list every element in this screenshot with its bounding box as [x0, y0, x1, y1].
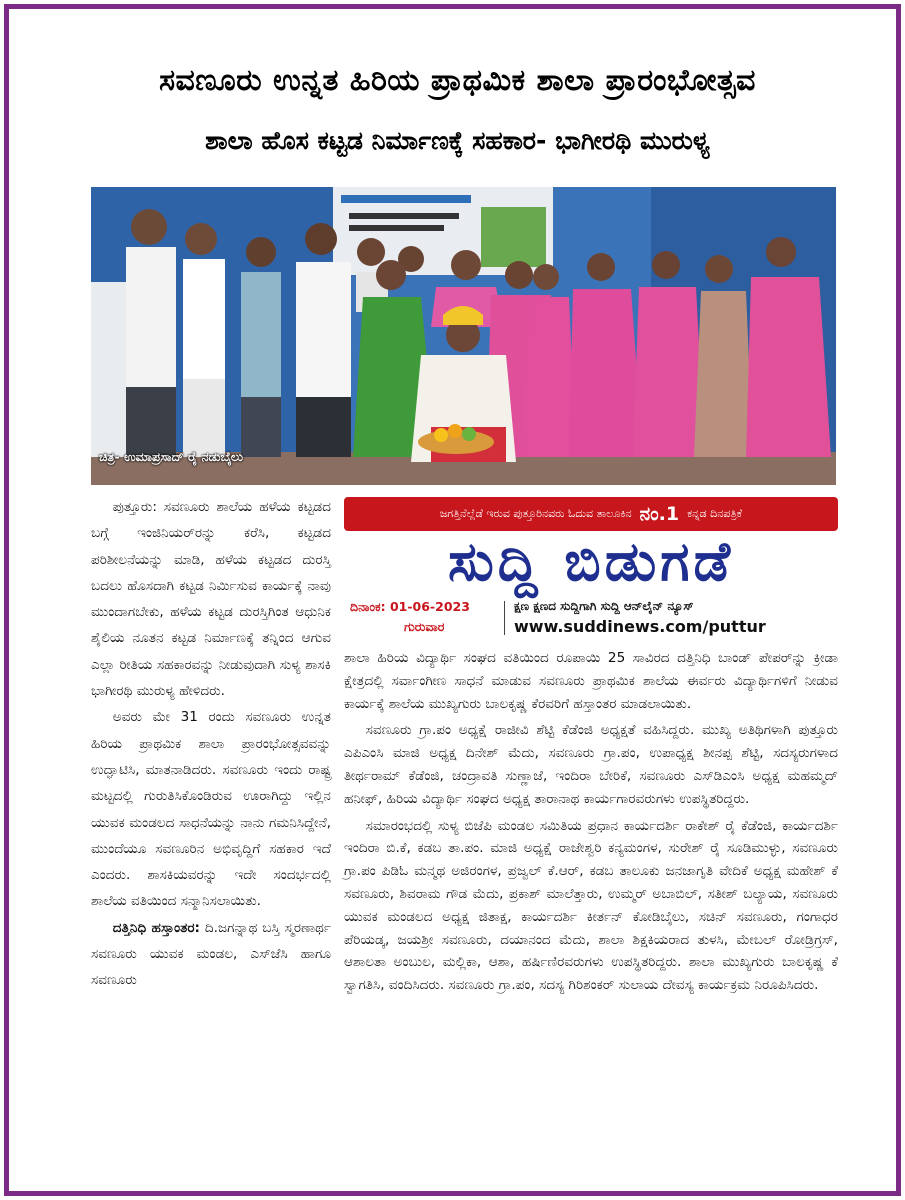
newspaper-title: ಸುದ್ದಿ ಬಿಡುಗಡೆ: [447, 530, 735, 593]
issue-day: ಗುರುವಾರ: [404, 619, 445, 634]
tagline-text: ಕನ್ನಡ ದಿನಪತ್ರಿಕೆ: [687, 507, 743, 520]
article-right-column: [344, 647, 838, 1001]
article-paragraph: ಅವರು ಮೇ 31 ರಂದು ಸವಣೂರು ಉನ್ನತ ಹಿರಿಯ ಪ್ರಾಥಮಿಕ ಶಾಲಾ ಪ್ರಾರಂಭೋತ್ಸವವನ್ನು ಉದ್ಘಾಟಿಸಿ, ಮಾತನಾಡಿದರು. ಸವಣೂರು ಇಂದು ರಾಷ್ಟ್ರ ಮಟ್ಟದಲ್ಲಿ ಗುರುತಿಸಿಕೊಂಡಿರುವ ಊರಾಗಿದ್ದು ಇಲ್ಲಿನ ಯುವಕ ಮಂಡಲದ ಸಾಧನೆಯನ್ನು ನಾನು ಗಮನಿಸಿದ್ದೇನೆ, ಮುಂದೆಯೂ ಸವಣೂರಿನ ಅಭಿವೃದ್ದಿಗೆ ಸಹಕಾರ ಇದೆ ಎಂದರು. ಶಾಸಕಿಯವರನ್ನು ಇದೇ ಸಂದರ್ಭದಲ್ಲಿ ಶಾಲೆಯ ವತಿಯಿಂದ ಸನ್ಮಾನಿಸಲಾಯಿತು.: [91, 709, 331, 910]
tagline-text: ಜಗತ್ತಿನೆಲ್ಲೆಡೆ ಇರುವ ಪುತ್ತೂರಿನವರು ಓದುವ ತಾಲೂಕಿನ: [439, 507, 632, 520]
masthead-info: [344, 599, 838, 639]
issue-date: ದಿನಾಂಕ: 01-06-2023: [350, 599, 470, 614]
article-text: ದಿ.ಜಗನ್ನಾಥ ಬಸ್ತಿ ಸ್ಮರಣಾರ್ಥ ಸವಣೂರು ಯುವಕ ಮಂಡಲ, ಎಸ್‌ಜೆಸಿ ಹಾಗೂ ಸವಣೂರು: [91, 919, 331, 989]
article-paragraph: ಶಾಲಾ ಹಿರಿಯ ವಿದ್ಯಾರ್ಥಿ ಸಂಘದ ವತಿಯಿಂದ ರೂಪಾಯಿ 25 ಸಾವಿರದ ದತ್ತಿನಿಧಿ ಬಾಂಡ್ ಪೇಪರ್‌ನ್ನು ಕ್ರೀಡಾ ಕ್ಷೇತ್ರದಲ್ಲಿ ಸರ್ವಾಂಗೀಣ ಸಾಧನೆ ಮಾಡುವ ಸವಣೂರು ಪ್ರಾಥಮಿಕ ಶಾಲೆಯ ಈರ್ವರು ವಿದ್ಯಾರ್ಥಿಗಳಿಗೆ ನೀಡುವ ಕಾರ್ಯಕ್ಕೆ ಶಾಲೆಯ ಮುಖ್ಯಗುರು ಬಾಲಕೃಷ್ಣ ಕೆರವರಿಗೆ ಹಸ್ತಾಂತರ ಮಾಡಲಾಯಿತು.: [344, 650, 838, 712]
article-paragraph: ಸಮಾರಂಭದಲ್ಲಿ ಸುಳ್ಯ ಬಿಜೆಪಿ ಮಂಡಲ ಸಮಿತಿಯ ಪ್ರಧಾನ ಕಾರ್ಯದರ್ಶಿ ರಾಕೇಶ್ ರೈ ಕೆಡೆಂಜಿ, ಕಾರ್ಯದರ್ಶಿ ಇಂದಿರಾ ಬಿ.ಕೆ, ಕಡಬ ತಾ.ಪಂ. ಮಾಜಿ ಅಧ್ಯಕ್ಷೆ ರಾಜೇಶ್ವರಿ ಕನ್ಯಮಂಗಳ, ಸುರೇಶ್ ರೈ ಸೂಡಿಮುಳ್ಳು, ಸವಣೂರು ಗ್ರಾ.ಪಂ ಪಿಡಿಓ ಮನ್ಮಥ ಅಜಿರಂಗಳ, ಪ್ರಜ್ವಲ್ ಕೆ.ಆರ್, ಕಡಬ ತಾಲೂಕು ಜನಜಾಗೃತಿ ವೇದಿಕೆ ಅಧ್ಯಕ್ಷ ಮಹೇಶ್ ಕೆ ಸವಣೂರು, ಶಿವರಾಮ ಗೌಡ ಮೆದು, ಪ್ರಕಾಶ್ ಮಾಲೆತ್ತಾರು, ಉಮ್ಮರ್ ಅಬಾಬಿಲ್, ಸತೀಶ್ ಬಲ್ಯಾಯ, ಸವಣೂರು ಯುವಕ ಮಂಡಲದ ಅಧ್ಯಕ್ಷ ಜಿತಾಕ್ಷ, ಕಾರ್ಯದರ್ಶಿ ಕೀರ್ತನ್ ಕೋಡಿಬೈಲು, ಸಚಿನ್ ಸವಣೂರು, ಗಂಗಾಧರ ಪೆರಿಯಡ್ಕ, ಜಯಶ್ರೀ ಸವಣೂರು, ದಯಾನಂದ ಮೆದು, ಶಾಲಾ ಶಿಕ್ಷಕಿಯರಾದ ತುಳಸಿ, ಮೇಬಲ್ ರೋಡ್ರಿಗ್ರಸ್, ಆಶಾಲತಾ ಅಂಬುಲ, ಮಲ್ಲಿಕಾ, ಆಶಾ, ಹರ್ಷಿಣಿರವರುಗಳು ಉಪಸ್ಥಿತರಿದ್ದರು. ಶಾಲಾ ಮುಖ್ಯಗುರು ಬಾಲಕೃಷ್ಣ ಕೆ ಸ್ವಾಗತಿಸಿ, ವಂದಿಸಿದರು. ಸವಣೂರು ಗ್ರಾ.ಪಂ, ಸದಸ್ಯ ಗಿರಿಶಂಕರ್ ಸುಲಾಯ ದೇವಸ್ಯ ಕಾರ್ಯಕ್ರಮ ನಿರೂಪಿಸಿದರು.: [344, 817, 838, 994]
subheading: ದತ್ತಿನಿಧಿ ಹಸ್ತಾಂತರ:: [112, 919, 200, 936]
article-paragraph: ಪುತ್ತೂರು: ಸವಣೂರು ಶಾಲೆಯ ಹಳೆಯ ಕಟ್ಟಡದ ಬಗ್ಗೆ ಇಂಜಿನಿಯರ್‌ರನ್ನು ಕರೆಸಿ, ಕಟ್ಟಡದ ಪರಿಶೀಲನೆಯನ್ನು ಮಾಡಿ, ಹಳೆಯ ಕಟ್ಟಡದ ದುರಸ್ತಿ ಬದಲು ಹೊಸದಾಗಿ ಕಟ್ಟಡ ನಿರ್ಮಿಸುವ ಕಾರ್ಯಕ್ಕೆ ನಾವು ಮುಂದಾಗಬೇಕು, ಹಳೆಯ ಕಟ್ಟಡ ದುರಸ್ತಿಗಿಂತ ಆಧುನಿಕ ಶೈಲಿಯ ನೂತನ ಕಟ್ಟಡ ನಿರ್ಮಾಣಕ್ಕೆ ತನ್ನಿಂದ ಆಗುವ ಎಲ್ಲಾ ರೀತಿಯ ಸಹಕಾರವನ್ನು ನೀಡುವುದಾಗಿ ಸುಳ್ಯ ಶಾಸಕಿ ಭಾಗೀರಥಿ ಮುರುಳ್ಯ ಹೇಳಿದರು.: [91, 499, 331, 700]
newspaper-masthead: [344, 497, 838, 642]
page-subtitle: ಶಾಲಾ ಹೊಸ ಕಟ್ಟಡ ನಿರ್ಮಾಣಕ್ಕೆ ಸಹಕಾರ- ಭಾಗೀರಥಿ ಮುರುಳ್ಯ: [205, 126, 710, 155]
photo-credit: ಚಿತ್ರ- ಉಮಾಪ್ರಸಾದ್ ರೈ ನಡುಬೈಲು: [99, 449, 243, 464]
article-paragraph: ಸವಣೂರು ಗ್ರಾ.ಪಂ ಅಧ್ಯಕ್ಷೆ ರಾಜೀವಿ ಶೆಟ್ಟಿ ಕೆಡೆಂಜಿ ಅಧ್ಯಕ್ಷತೆ ವಹಿಸಿದ್ದರು. ಮುಖ್ಯ ಅತಿಥಿಗಳಾಗಿ ಪುತ್ತೂರು ಎಪಿಎಂಸಿ ಮಾಜಿ ಅಧ್ಯಕ್ಷ ದಿನೇಶ್ ಮೆದು, ಸವಣೂರು ಗ್ರಾ.ಪಂ, ಉಪಾಧ್ಯಕ್ಷ ಶೀನಪ್ಪ ಶೆಟ್ಟಿ, ಸದಸ್ಯರುಗಳಾದ ತೀರ್ಥರಾಮ್ ಕೆಡೆಂಜಿ, ಚಂದ್ರಾವತಿ ಸುಣ್ಣಾಜೆ, ಇಂದಿರಾ ಬೇರಿಕೆ, ಸವಣೂರು ಎಸ್‌ಡಿಎಂಸಿ ಅಧ್ಯಕ್ಷ ಮಹಮ್ಮದ್ ಹನೀಫ್, ಹಿರಿಯ ವಿದ್ಯಾರ್ಥಿ ಸಂಘದ ಅಧ್ಯಕ್ಷ ತಾರಾನಾಥ ಕಾರ್ಯಗಾರವರುಗಳು ಉಪಸ್ಥಿತರಿದ್ದರು.: [344, 722, 838, 807]
divider: [504, 601, 505, 635]
page-title: ಸವಣೂರು ಉನ್ನತ ಹಿರಿಯ ಪ್ರಾಥಮಿಕ ಶಾಲಾ ಪ್ರಾರಂಭೋತ್ಸವ: [159, 63, 756, 98]
masthead-tagline-bar: [344, 497, 838, 531]
page-frame: [4, 4, 901, 1196]
website-url: www.suddinews.com/puttur: [514, 617, 766, 636]
rank-badge: ನಂ.1: [639, 503, 680, 525]
group-photo: [91, 187, 836, 485]
article-paragraph: [91, 915, 331, 994]
online-news-tagline: ಕ್ಷಣ ಕ್ಷಣದ ಸುದ್ದಿಗಾಗಿ ಸುದ್ದಿ ಆನ್‌ಲೈನ್ ನ್ಯೂಸ್: [514, 599, 694, 613]
article-left-column: [91, 494, 331, 994]
